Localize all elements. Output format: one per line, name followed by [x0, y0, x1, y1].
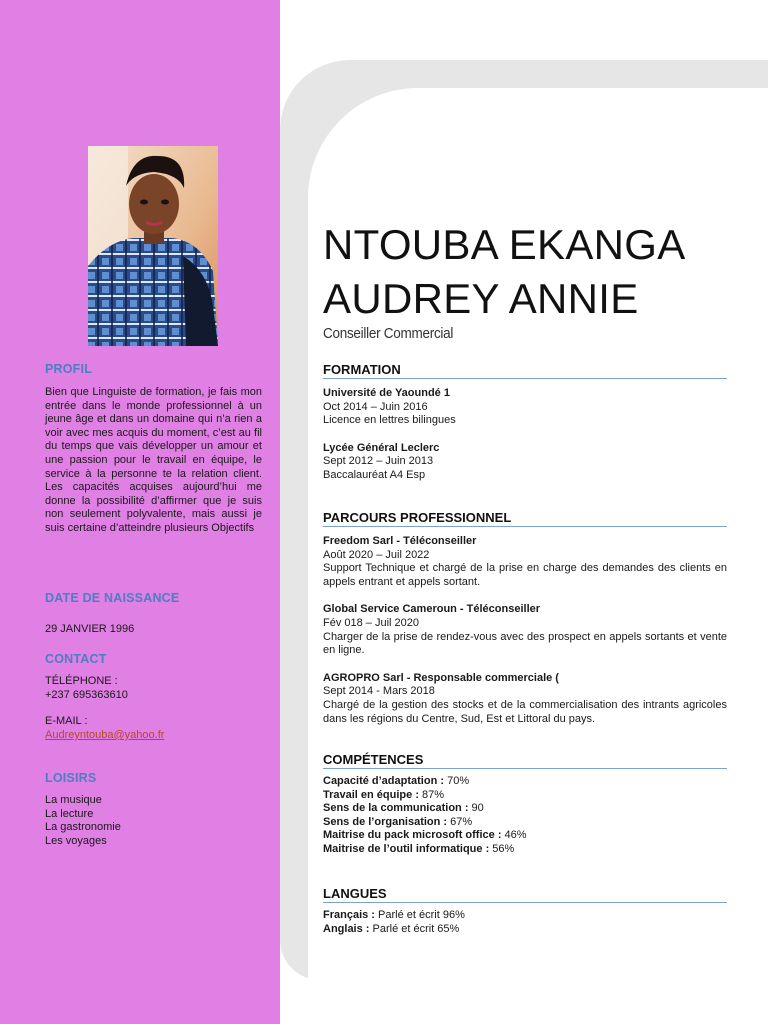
dates: Sept 2012 – Juin 2013 [323, 455, 434, 468]
competences-title: COMPÉTENCES [323, 752, 727, 769]
dates: Août 2020 – Juil 2022 [323, 548, 430, 561]
skills-list [323, 775, 727, 857]
list-item: Maitrise du pack microsoft office : 46% [323, 829, 527, 842]
list-item [323, 535, 727, 589]
contact-title: CONTACT [45, 652, 107, 666]
degree: Baccalauréat A4 Esp [323, 468, 426, 481]
list-item: Français : Parlé et écrit 96% [323, 909, 465, 921]
name-line-1: NTOUBA EKANGA [323, 221, 686, 268]
school-name: Université de Yaoundé 1 [323, 387, 450, 399]
email-label: E-MAIL : [45, 715, 88, 727]
formation-title: FORMATION [323, 362, 727, 379]
loisirs-list [45, 794, 121, 848]
portrait-image [88, 146, 218, 346]
full-name [323, 218, 763, 326]
list-item: Travail en équipe : 87% [323, 788, 445, 801]
school-name: Lycée Général Leclerc [323, 441, 440, 454]
list-item: Capacité d’adaptation : 70% [323, 775, 470, 787]
job-description: Charger de la prise de rendez-vous avec des prospect en appels sortants et vente en ligne. [323, 630, 727, 657]
email-link[interactable]: Audreyntouba@yahoo.fr [45, 729, 165, 741]
profile-photo [88, 146, 218, 346]
list-item: La gastronomie [45, 821, 121, 834]
formation-section [323, 362, 727, 483]
languages-list [323, 909, 727, 936]
dob-title: DATE DE NAISSANCE [45, 591, 180, 605]
phone-value: +237 695363610 [45, 689, 128, 701]
list-item: Sens de l’organisation : 67% [323, 815, 473, 828]
langues-section [323, 886, 727, 936]
job-description: Chargé de la gestion des stocks et de la commercialisation des intrants agricoles dans les régions du Centre, Sud, Est et Littoral du pays. [323, 698, 727, 725]
job-description: Support Technique et chargé de la prise en charge des demandes des clients en appels entrant et appels sortant. [323, 562, 727, 588]
profil-title: PROFIL [45, 362, 93, 376]
langues-title: LANGUES [323, 886, 727, 903]
list-item: Maitrise de l’outil informatique : 56% [323, 842, 515, 855]
parcours-title: PARCOURS PROFESSIONNEL [323, 510, 727, 527]
dob-value: 29 JANVIER 1996 [45, 623, 135, 635]
list-item: Sens de la communication : 90 [323, 802, 484, 815]
list-item [323, 672, 727, 726]
degree: Licence en lettres bilingues [323, 414, 456, 427]
list-item: Les voyages [45, 834, 107, 847]
name-line-2: AUDREY ANNIE [323, 275, 639, 322]
job-entry-title: AGROPRO Sarl - Responsable commerciale ( [323, 671, 559, 684]
list-item [323, 442, 727, 483]
list-item [323, 603, 727, 657]
loisirs-title: LOISIRS [45, 771, 97, 785]
profil-text: Bien que Linguiste de formation, je fais mon entrée dans le monde professionnel à un jeune âge et dans un domaine qui n’a rien a voir avec mes acquis du moment, c’est au fil du temps que vais développer un amour et une passion pour le travail en équipe, le service à la personne te la relation client. Les capacités acquises aujourd’hui me donne la possibilité d’affirmer que je suis non seulement polyvalente, mais aussi je suis certaine d’atteindre plusieurs Objectifs [45, 386, 262, 534]
competences-section [323, 752, 727, 857]
sidebar [0, 0, 280, 1024]
parcours-section [323, 510, 727, 726]
job-entry-title: Global Service Cameroun - Téléconseiller [323, 603, 541, 616]
job-title: Conseiller Commercial [323, 325, 454, 342]
phone-label: TÉLÉPHONE : [45, 675, 118, 687]
list-item: Anglais : Parlé et écrit 65% [323, 922, 460, 935]
dates: Sept 2014 - Mars 2018 [323, 685, 435, 698]
list-item [323, 387, 727, 428]
dates: Oct 2014 – Juin 2016 [323, 400, 428, 413]
list-item: La lecture [45, 807, 94, 820]
list-item: La musique [45, 794, 102, 806]
job-entry-title: Freedom Sarl - Téléconseiller [323, 535, 477, 547]
dates: Fév 018 – Juil 2020 [323, 616, 420, 629]
